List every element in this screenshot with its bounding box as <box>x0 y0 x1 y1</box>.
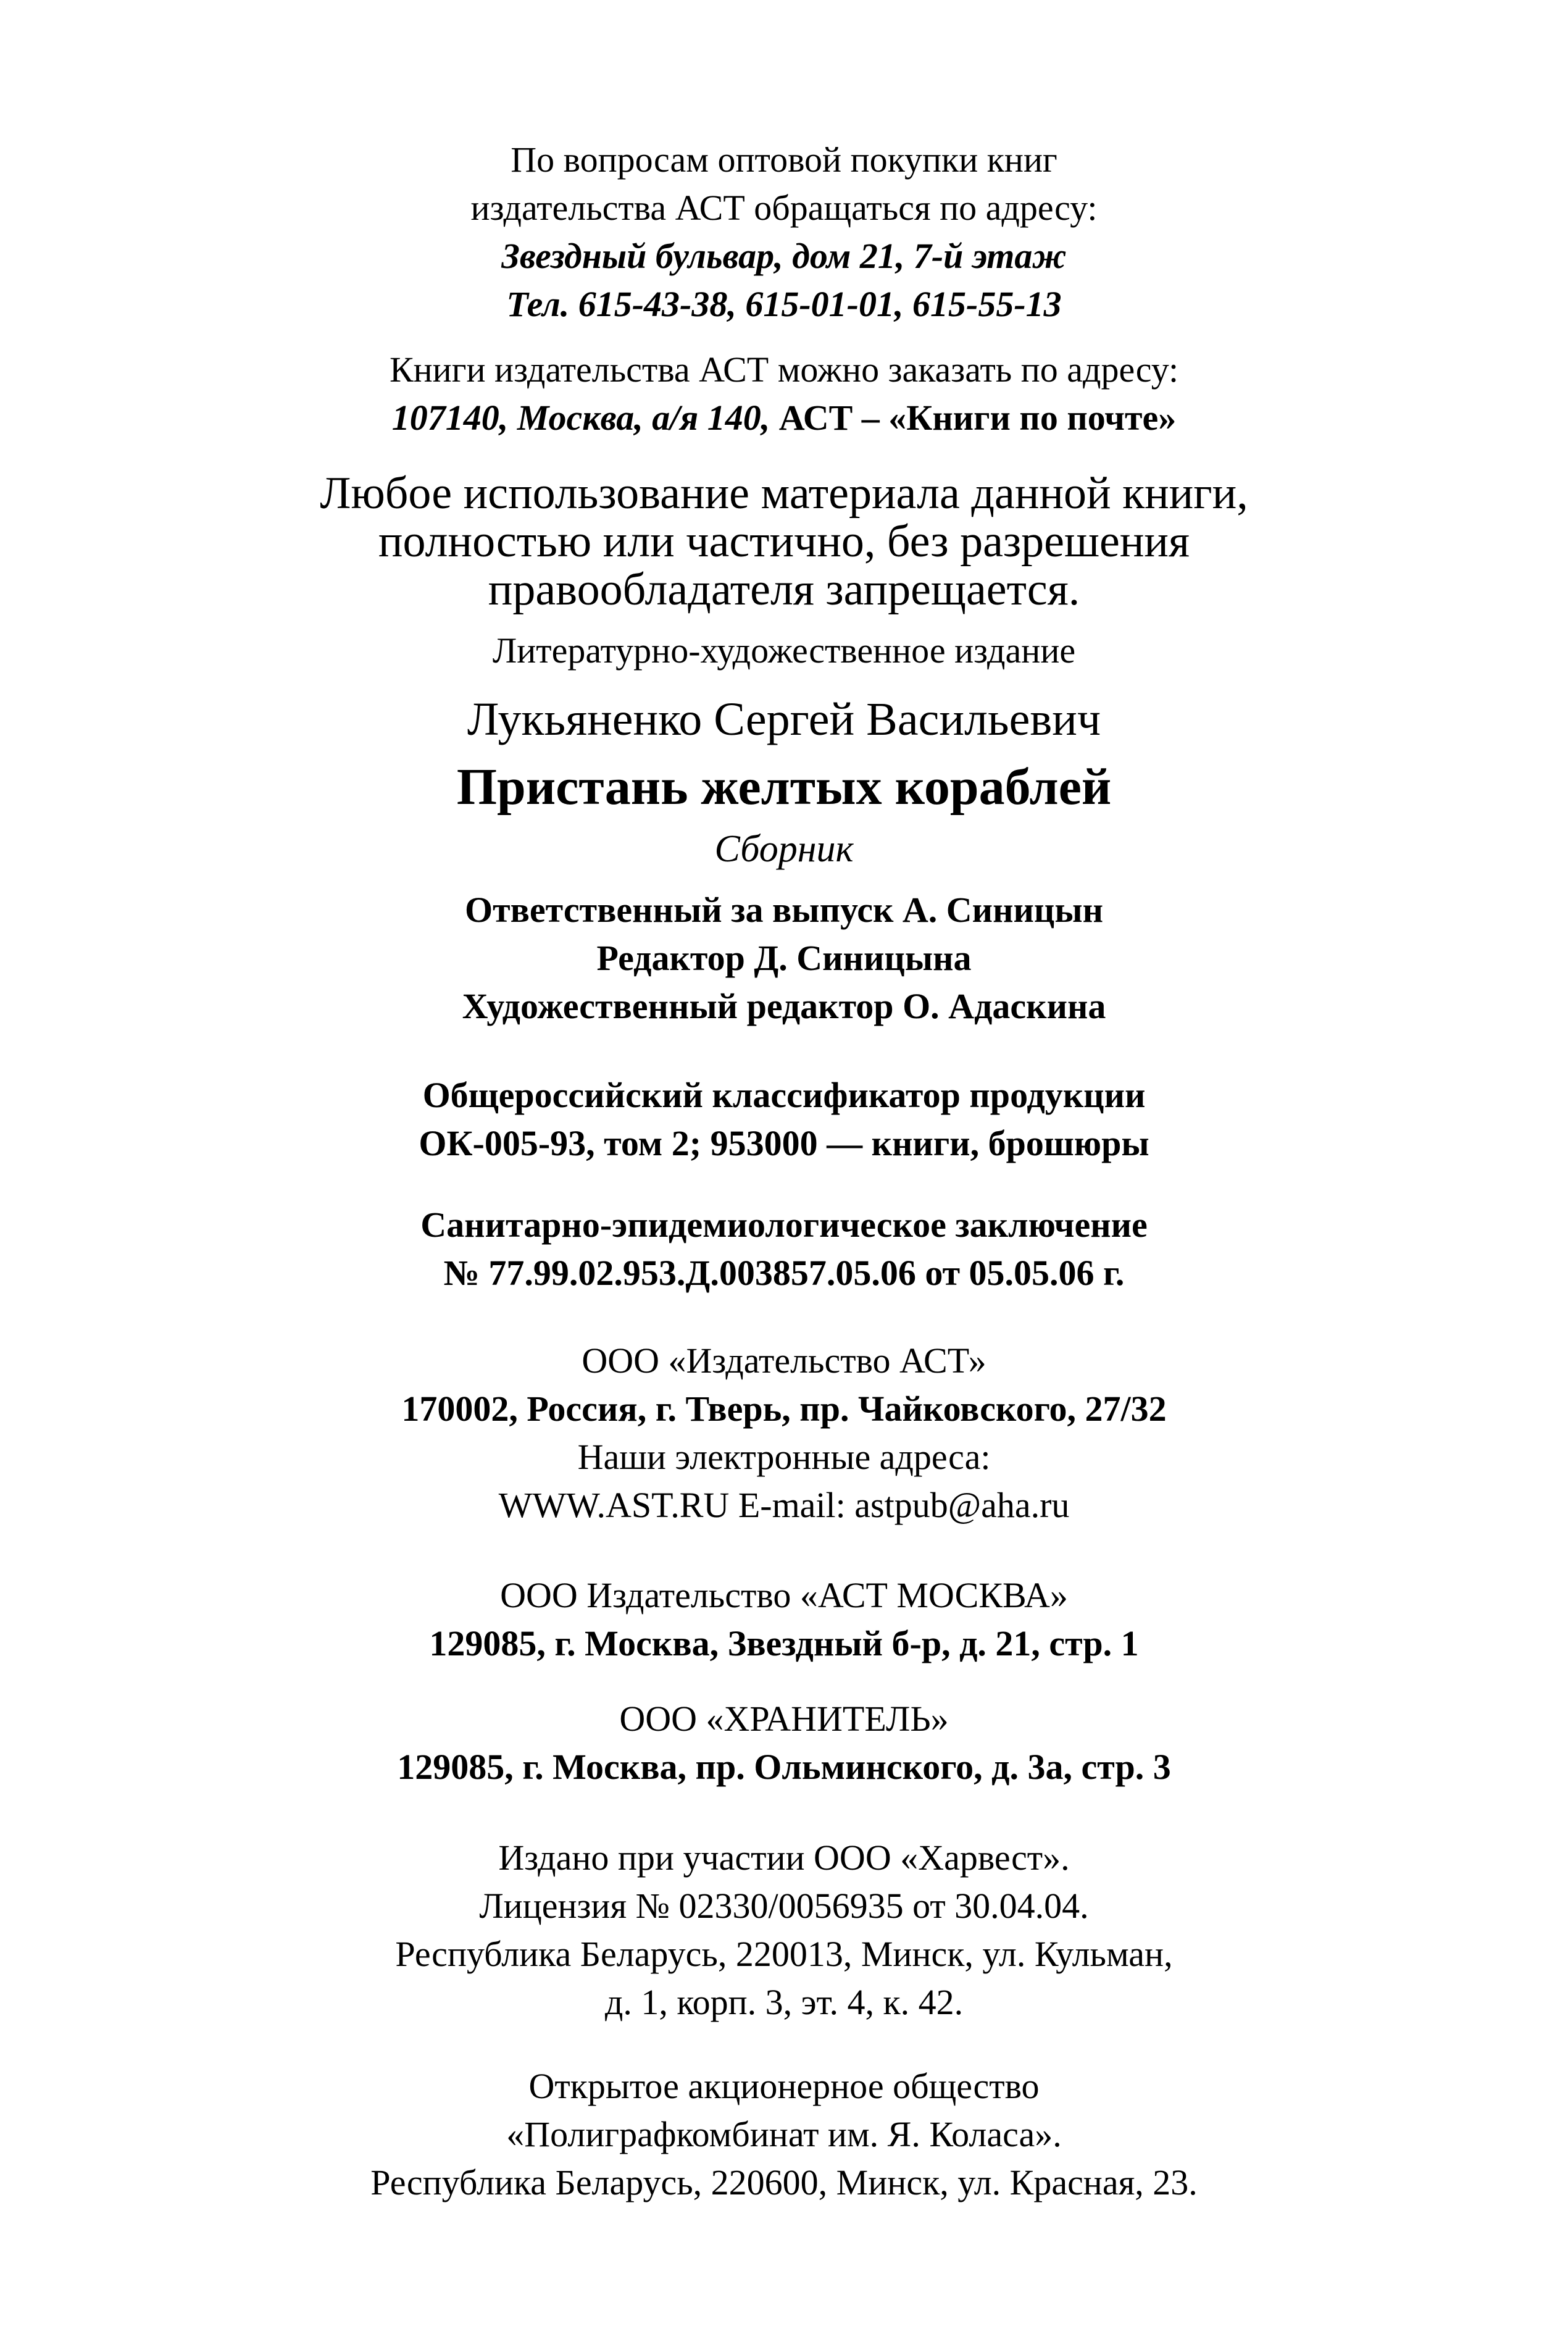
copyright-block <box>0 469 1568 614</box>
sanitary-line-2: № 77.99.02.953.Д.003857.05.06 от 05.05.06 г. <box>443 1253 1125 1293</box>
harvest-line-1: Издано при участии ООО «Харвест». <box>498 1838 1070 1878</box>
order-line-1: Книги издательства АСТ можно заказать по адресу: <box>389 349 1179 390</box>
harvest-line-2: Лицензия № 02330/0056935 от 30.04.04. <box>479 1886 1089 1926</box>
publisher-ast-address: 170002, Россия, г. Тверь, пр. Чайковского, 27/32 <box>401 1389 1167 1429</box>
copyright-line-1: Любое использование материала данной книги, <box>320 468 1248 519</box>
credit-art-editor: Художественный редактор О. Адаскина <box>462 986 1106 1026</box>
credit-editor: Редактор Д. Синицына <box>596 938 972 978</box>
genre-block <box>0 627 1568 675</box>
book-genre: Литературно-художественное издание <box>492 630 1076 671</box>
wholesale-phones: Тел. 615-43-38, 615-01-01, 615-55-13 <box>506 284 1062 324</box>
book-title: Пристань желтых кораблей <box>456 758 1112 816</box>
title-block <box>0 756 1568 818</box>
credit-responsible: Ответственный за выпуск А. Синицын <box>464 890 1104 930</box>
classifier-block <box>0 1071 1568 1168</box>
wholesale-line-1: По вопросам оптовой покупки книг <box>511 140 1057 180</box>
order-address: 107140, Москва, а/я 140, <box>391 398 770 438</box>
order-line-2 <box>0 394 1568 442</box>
publisher-ast-moscow-address: 129085, г. Москва, Звездный б-р, д. 21, стр. 1 <box>429 1623 1139 1663</box>
classifier-line-2: ОК-005-93, том 2; 953000 — книги, брошюры <box>419 1123 1149 1163</box>
copyright-line-2: полностью или частично, без разрешения <box>378 516 1190 567</box>
credits-block <box>0 886 1568 1031</box>
publisher-ast-block <box>0 1337 1568 1529</box>
book-author: Лукьяненко Сергей Васильевич <box>467 693 1101 745</box>
harvest-block <box>0 1834 1568 2027</box>
copyright-line-3: правообладателя запрещается. <box>488 564 1080 615</box>
wholesale-address: Звездный бульвар, дом 21, 7-й этаж <box>501 236 1067 276</box>
wholesale-block <box>0 136 1568 328</box>
publisher-ast-web: WWW.AST.RU E-mail: astpub@aha.ru <box>498 1485 1070 1525</box>
order-block <box>0 346 1568 442</box>
publisher-ast-moscow-name: ООО Издательство «АСТ МОСКВА» <box>500 1575 1068 1615</box>
classifier-line-1: Общероссийский классификатор продукции <box>422 1075 1146 1115</box>
sanitary-block <box>0 1201 1568 1297</box>
author-block <box>0 692 1568 747</box>
publisher-keeper-address: 129085, г. Москва, пр. Ольминского, д. 3а, стр. 3 <box>397 1747 1171 1787</box>
order-service-name: АСТ – «Книги по почте» <box>770 398 1177 438</box>
subtitle-block <box>0 824 1568 874</box>
publisher-keeper-block <box>0 1695 1568 1791</box>
printer-block <box>0 2062 1568 2207</box>
printer-line-1: Открытое акционерное общество <box>528 2066 1040 2106</box>
printer-line-2: «Полиграфкомбинат им. Я. Коласа». <box>506 2114 1062 2154</box>
book-subtitle: Сборник <box>714 828 854 870</box>
publisher-ast-emails-label: Наши электронные адреса: <box>577 1437 991 1477</box>
sanitary-line-1: Санитарно-эпидемиологическое заключение <box>420 1205 1148 1245</box>
wholesale-line-2: издательства АСТ обращаться по адресу: <box>470 188 1098 228</box>
publisher-ast-moscow-block <box>0 1571 1568 1668</box>
harvest-line-4: д. 1, корп. 3, эт. 4, к. 42. <box>604 1982 964 2022</box>
publisher-keeper-name: ООО «ХРАНИТЕЛЬ» <box>619 1699 949 1739</box>
publisher-ast-name: ООО «Издательство АСТ» <box>582 1341 986 1381</box>
printer-line-3: Республика Беларусь, 220600, Минск, ул. Красная, 23. <box>370 2162 1198 2202</box>
harvest-line-3: Республика Беларусь, 220013, Минск, ул. Кульман, <box>395 1934 1173 1974</box>
